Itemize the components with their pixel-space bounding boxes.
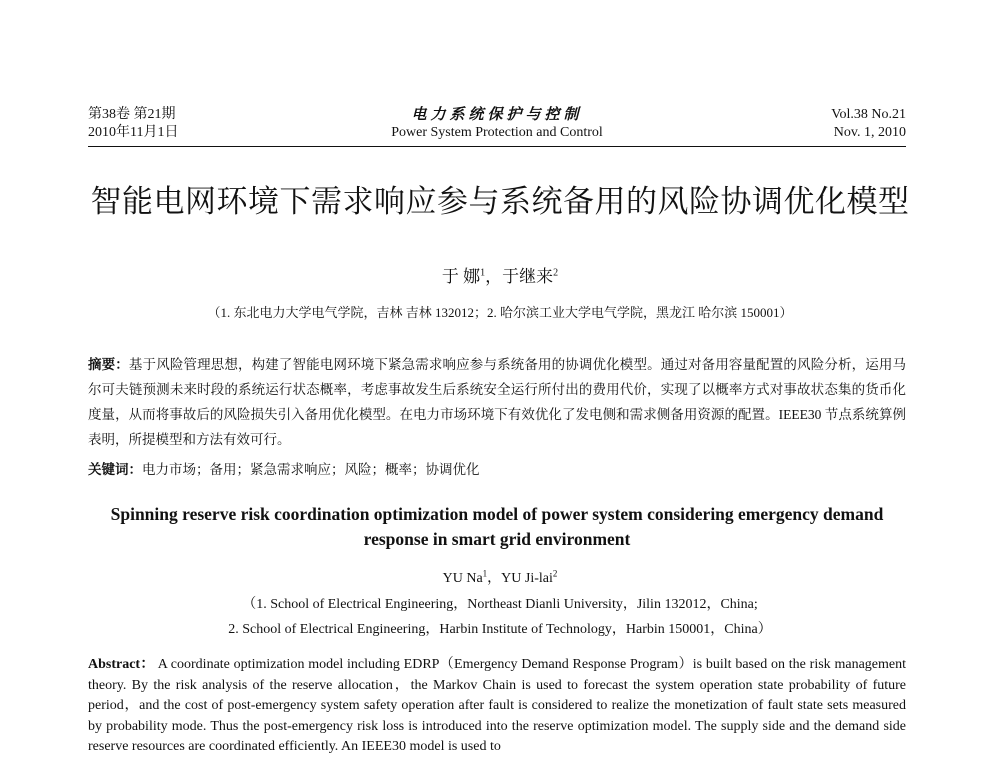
keywords-cn-label: 关键词：	[88, 462, 142, 477]
volume-issue-cn: 第38卷 第21期	[88, 107, 176, 122]
author-1-affil-mark: 1	[480, 267, 486, 279]
journal-name-cn: 电力系统保护与控制	[411, 107, 583, 123]
author-2-en-affil-mark: 2	[552, 568, 558, 579]
author-2-affil-mark: 2	[553, 267, 559, 279]
keywords-cn	[88, 459, 906, 481]
affiliation-cn: （1. 东北电力大学电气学院，吉林 吉林 132012；2. 哈尔滨工业大学电气学院，黑龙江 哈尔滨 150001）	[207, 305, 793, 320]
affiliation-en	[0, 592, 1000, 642]
abstract-en	[88, 655, 906, 758]
authors-en	[0, 567, 1000, 587]
author-separator: ，	[485, 267, 503, 286]
date-en: Nov. 1, 2010	[833, 125, 906, 140]
author-1-cn: 于 娜	[441, 267, 481, 286]
authors-cn	[0, 262, 1000, 287]
abstract-cn-label: 摘要：	[88, 357, 129, 372]
abstract-cn-text: 基于风险管理思想，构建了智能电网环境下紧急需求响应参与系统备用的协调优化模型。通过对备用容量配置的风险分析，运用马尔可夫链预测未来时段的系统运行状态概率，考虑事故发生后系统安全运行所付出的费用代价，实现了以概率方式对事故状态集的货币化度量，从而将事故后的风险损失引入备用优化模型。在电力市场环境下有效优化了发电侧和需求侧备用资源的配置。IEEE30 节点系统算例表明，所提模型和方法有效可行。	[88, 357, 907, 447]
journal-name-en: Power System Protection and Control	[391, 125, 603, 140]
abstract-en-label: Abstract：	[88, 657, 155, 672]
abstract-en-text: A coordinate optimization model including EDRP（Emergency Demand Response Program）is built based on the risk management theory. By the risk analysis of the reserve allocation，the Markov Chain is used to forecast the system operation state probability of future period，and the cost of post-emergency system safety operation after fault is considered to realize the monetization of fault state sets measured by probability mode. Thus the post-emergency risk loss is introduced into the reserve optimization model. The supply side and the demand side reserve resources are coordinated efficiently. An IEEE30 model is used to	[88, 657, 906, 754]
author-1-en: YU Na	[442, 571, 483, 586]
journal-name	[88, 106, 906, 142]
volume-issue-en: Vol.38 No.21	[831, 107, 906, 122]
date-cn: 2010年11月1日	[88, 125, 179, 140]
abstract-cn	[88, 352, 906, 452]
affiliation-en-line-2: 2. School of Electrical Engineering，Harbin Institute of Technology，Harbin 150001，China）	[228, 622, 772, 637]
author-en-separator: ，	[487, 571, 502, 586]
paper-title-en: Spinning reserve risk coordination optimization model of power system considering emergency demand response in smart grid environment	[110, 504, 884, 549]
journal-header	[88, 106, 906, 147]
keywords-cn-text: 电力市场；备用；紧急需求响应；风险；概率；协调优化	[142, 462, 480, 477]
paper-title-cn: 智能电网环境下需求响应参与系统备用的风险协调优化模型	[90, 184, 910, 220]
author-2-cn: 于继来	[502, 267, 554, 286]
author-1-en-affil-mark: 1	[482, 568, 488, 579]
author-2-en: YU Ji-lai	[501, 571, 553, 586]
affiliation-en-line-1: （1. School of Electrical Engineering，Northeast Dianli University，Jilin 132012，China;	[242, 597, 758, 612]
issue-info-en	[831, 106, 906, 142]
